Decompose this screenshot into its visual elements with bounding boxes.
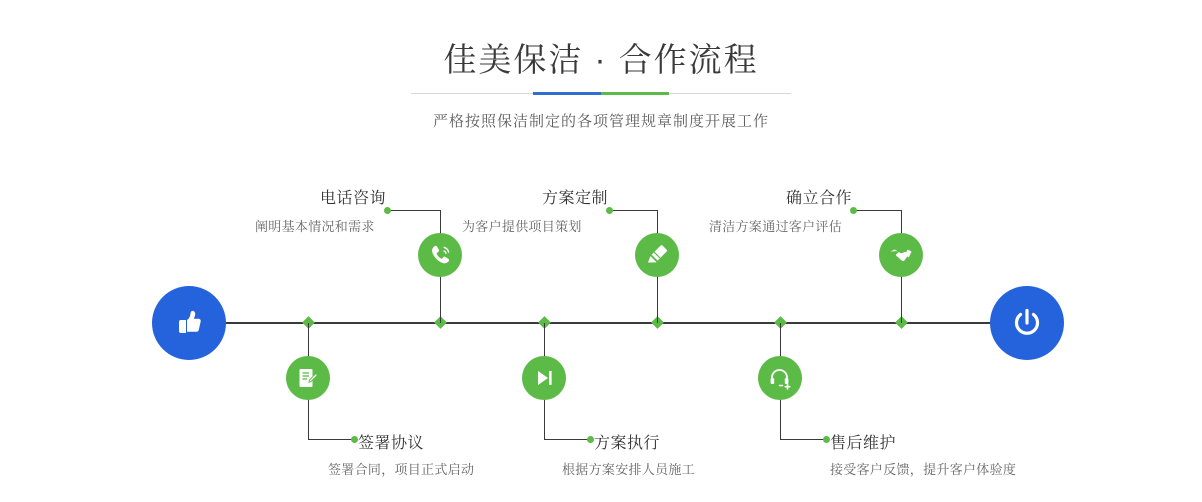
step-title: 方案执行: [594, 435, 661, 452]
page-header: [0, 0, 1202, 131]
phone-call-icon: [427, 242, 453, 268]
divider-segment-green: [601, 92, 669, 95]
connector-dot: [587, 436, 594, 443]
step-title: 确立合作: [786, 190, 853, 207]
connector-dot: [850, 207, 857, 214]
process-flow-diagram: [0, 150, 1202, 502]
step-icon-bubble: [879, 233, 923, 277]
pen-ruler-icon: [644, 242, 670, 268]
flow-start-node: [152, 286, 226, 360]
headset-support-icon: [768, 366, 793, 391]
flow-end-node: [990, 286, 1064, 360]
page-subtitle: 严格按照保洁制定的各项管理规章制度开展工作: [432, 113, 769, 130]
step-desc: 清洁方案通过客户评估: [709, 219, 843, 234]
thumbs-up-icon: [171, 305, 207, 341]
step-desc: 根据方案安排人员施工: [562, 462, 696, 477]
step-desc: 接受客户反馈，提升客户体验度: [830, 462, 1017, 477]
divider-segment-blue: [533, 92, 601, 95]
step-icon-bubble: [522, 356, 566, 400]
step-title: 方案定制: [542, 190, 609, 207]
power-icon: [1008, 304, 1046, 342]
step-desc: 签署合同，项目正式启动: [328, 462, 475, 477]
connector-horizontal: [854, 210, 901, 211]
connector-horizontal: [544, 439, 590, 440]
connector-horizontal: [780, 439, 826, 440]
step-desc: 阐明基本情况和需求: [255, 219, 375, 234]
connector-dot: [606, 207, 613, 214]
connector-dot: [351, 436, 358, 443]
connector-horizontal: [308, 439, 354, 440]
title-divider: [411, 92, 791, 96]
play-forward-icon: [532, 366, 556, 390]
connector-horizontal: [610, 210, 657, 211]
connector-dot: [384, 207, 391, 214]
page-title: 佳美保洁 · 合作流程: [443, 41, 759, 78]
step-icon-bubble: [286, 356, 330, 400]
step-desc: 为客户提供项目策划: [462, 219, 582, 234]
document-edit-icon: [296, 366, 320, 390]
step-icon-bubble: [758, 356, 802, 400]
step-title: 签署协议: [358, 435, 425, 452]
step-icon-bubble: [635, 233, 679, 277]
step-title: 售后维护: [830, 435, 897, 452]
connector-dot: [823, 436, 830, 443]
connector-horizontal: [388, 210, 440, 211]
step-icon-bubble: [418, 233, 462, 277]
step-title: 电话咨询: [320, 190, 387, 207]
handshake-icon: [888, 242, 914, 268]
